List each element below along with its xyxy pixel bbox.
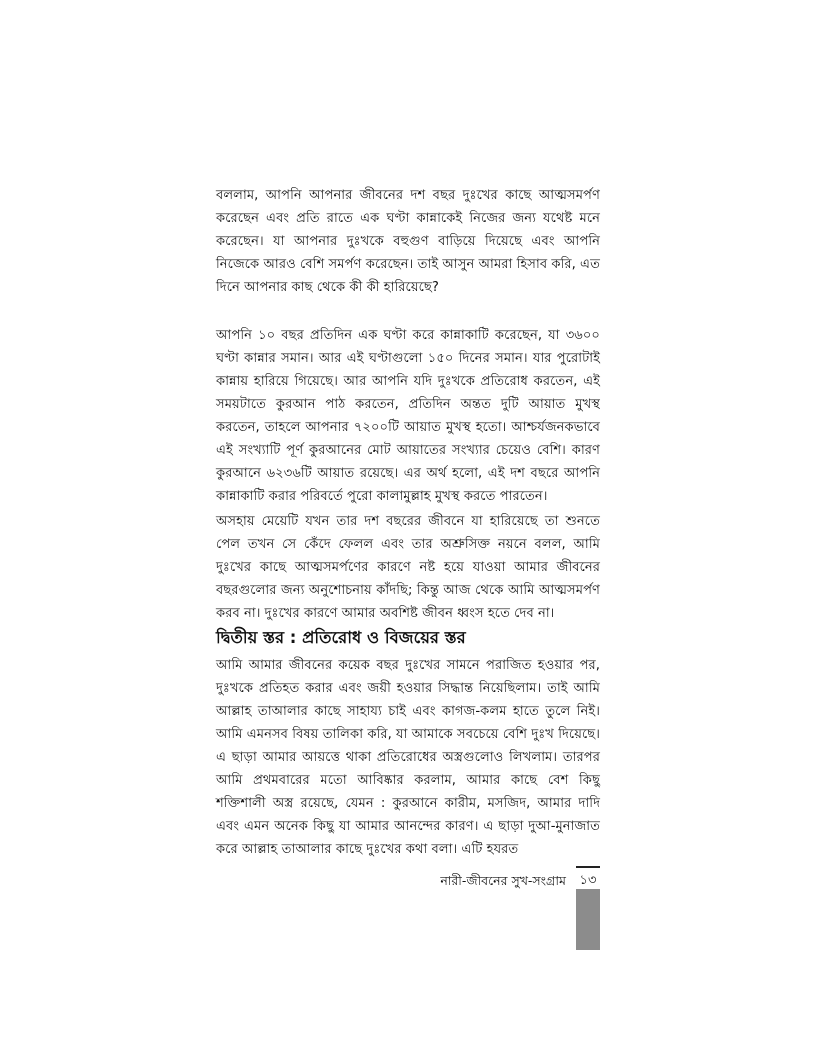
- section-heading: দ্বিতীয় স্তর : প্রতিরোধ ও বিজয়ের স্তর: [216, 628, 466, 647]
- body-paragraph-3: অসহায় মেয়েটি যখন তার দশ বছরের জীবনে যা হারিয়েছে তা শুনতে পেল তখন সে কেঁদে ফেলল এবং তার অশ্রুসিক্ত নয়নে বলল, আমি দুঃখের কাছে আত্মসমর্পণের কারণে নষ্ট হয়ে যাওয়া আমার জীবনের বছরগুলোর জন্য অনুশোচনায় কাঁদছি; কিন্তু আজ থেকে আমি আত্মসমর্পণ করব না। দুঃখের কারণে আমার অবশিষ্ট জীবন ধ্বংস হতে দেব না।: [216, 514, 600, 621]
- running-footer-title: নারী-জীবনের সুখ-সংগ্রাম: [440, 873, 566, 888]
- body-paragraph-1: বললাম, আপনি আপনার জীবনের দশ বছর দুঃখের কাছে আত্মসমর্পণ করেছেন এবং প্রতি রাতে এক ঘণ্টা কান্নাকেই নিজের জন্য যথেষ্ট মনে করেছেন। যা আপনার দুঃখকে বহুগুণ বাড়িয়ে দিয়েছে এবং আপনি নিজেকে আরও বেশি সমর্পণ করেছেন। তাই আসুন আমরা হিসাব করি, এত দিনে আপনার কাছ থেকে কী কী হারিয়েছে?: [216, 188, 600, 295]
- page-number: ১৩: [579, 873, 597, 888]
- page-edge-tab: [576, 889, 600, 950]
- section-paragraph: আমি আমার জীবনের কয়েক বছর দুঃখের সামনে পরাজিত হওয়ার পর, দুঃখকে প্রতিহত করার এবং জয়ী হওয়ার সিদ্ধান্ত নিয়েছিলাম। তাই আমি আল্লাহ তাআলার কাছে সাহায্য চাই এবং কাগজ-কলম হাতে তুলে নিই। আমি এমনসব বিষয় তালিকা করি, যা আমাকে সবচেয়ে বেশি দুঃখ দিয়েছে। এ ছাড়া আমার আয়ত্তে থাকা প্রতিরোধের অস্ত্রগুলোও লিখলাম। তারপর আমি প্রথমবারের মতো আবিষ্কার করলাম, আমার কাছে বেশ কিছু শক্তিশালী অস্ত্র রয়েছে, যেমন : কুরআনে কারীম, মসজিদ, আমার দাদি এবং এমন অনেক কিছু যা আমার আনন্দের কারণ। এ ছাড়া দুআ-মুনাজাত করে আল্লাহ তাআলার কাছে দুঃখের কথা বলা। এটি হযরত: [216, 658, 600, 857]
- footer-rule: [576, 866, 600, 868]
- body-paragraph-2: আপনি ১০ বছর প্রতিদিন এক ঘণ্টা করে কান্নাকাটি করেছেন, যা ৩৬০০ ঘণ্টা কান্নার সমান। আর এই ঘণ্টাগুলো ১৫০ দিনের সমান। যার পুরোটাই কান্নায় হারিয়ে গিয়েছে। আর আপনি যদি দুঃখকে প্রতিরোধ করতেন, এই সময়টাতে কুরআন পাঠ করতেন, প্রতিদিন অন্তত দুটি আয়াত মুখস্থ করতেন, তাহলে আপনার ৭২০০টি আয়াত মুখস্থ হতো। আশ্চর্যজনকভাবে এই সংখ্যাটি পূর্ণ কুরআনের মোট আয়াতের সংখ্যার চেয়েও বেশি। কারণ কুরআনে ৬২৩৬টি আয়াত রয়েছে। এর অর্থ হলো, এই দশ বছরে আপনি কান্নাকাটি করার পরিবর্তে পুরো কালামুল্লাহ মুখস্থ করতে পারতেন।: [216, 328, 600, 504]
